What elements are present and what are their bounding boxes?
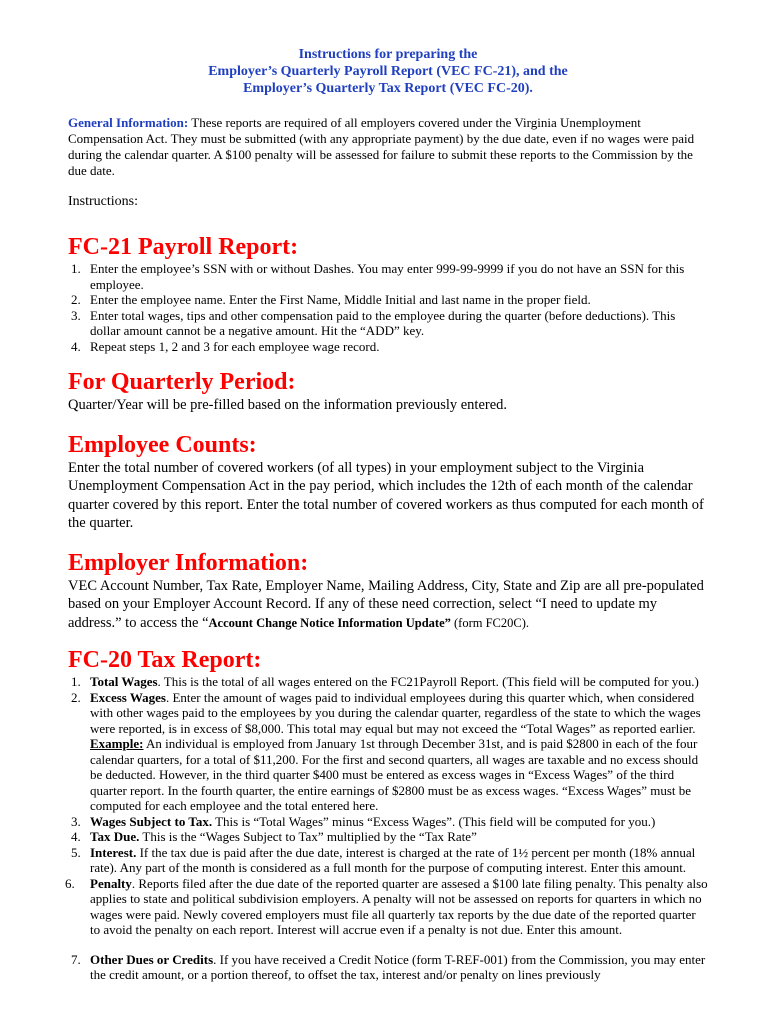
fc21-section xyxy=(68,233,708,354)
step-text: Repeat steps 1, 2 and 3 for each employee wage record. xyxy=(90,338,380,354)
item-number: 7. xyxy=(71,951,81,967)
item-title: Penalty xyxy=(90,875,132,891)
item-spacer xyxy=(68,938,708,952)
quarterly-section xyxy=(68,368,708,415)
document-page xyxy=(65,46,708,983)
account-change-form-reference: Account Change Notice Information Update” xyxy=(208,615,451,630)
employer-information-text xyxy=(68,577,708,633)
item-text-continued: An individual is employed from January 1st through December 31st, and is paid $2800 in each of the four calendar quarters, for a total of $11,200. For the first and second quarters, all wages are taxable and no excess should be deducted. However, in the third quarter $400 must be entered as excess wages in “Excess Wages” of the third quarter report. In the fourth quarter, the entire earnings of $2800 must be as excess wages. “Excess Wages” must be computed for each employee and the total entered here. xyxy=(90,736,699,813)
step-number: 1. xyxy=(71,261,81,276)
fc20-item xyxy=(65,875,708,938)
item-text: . This is the total of all wages entered on the FC21Payroll Report. (This field will be computed for you.) xyxy=(157,674,699,689)
general-information-text: These reports are required of all employers covered under the Virginia Unemployment Compensation Act. They must be submitted (with any appropriate payment) by the due date, even if no wages were paid during the calendar quarter. A $100 penalty will be assessed for failure to submit these reports to the Commission by the due date. xyxy=(68,115,695,178)
item-text: . Reports filed after the due date of the reported quarter are assesed a $100 late filing penalty. This penalty also applies to state and political subdivision employers. A penalty will not be assessed on reports for quarters in which no wages were paid. Newly covered employers must file all quarterly tax reports by the due date of the reported quarter to avoid the penalty on each report. Interest will accrue even if a penalty is not due. Enter this amount. xyxy=(90,875,708,937)
fc21-heading: FC-21 Payroll Report: xyxy=(68,234,299,260)
title-line-3: Employer’s Quarterly Tax Report (VEC FC-20). xyxy=(243,81,533,96)
item-title: Other Dues or Credits xyxy=(90,951,214,967)
fc20-item xyxy=(68,814,708,830)
fc20-heading: FC-20 Tax Report: xyxy=(68,647,262,673)
fc20-item xyxy=(68,845,708,876)
fc21-step xyxy=(68,261,708,292)
item-title: Wages Subject to Tax. xyxy=(90,813,213,829)
quarterly-text: Quarter/Year will be pre-filled based on the information previously entered. xyxy=(68,397,508,413)
title-line-2: Employer’s Quarterly Payroll Report (VEC FC-21), and the xyxy=(208,64,568,79)
step-text: Enter the employee name. Enter the First Name, Middle Initial and last name in the proper field. xyxy=(90,292,591,307)
document-title xyxy=(68,46,708,97)
fc20-section xyxy=(65,646,708,983)
employee-counts-text: Enter the total number of covered workers (of all types) in your employment subject to the Virginia Unemployment Compensation Act in the pay period, which includes the 12th of each month of the calendar quarter covered by this report. Enter the total number of covered workers as thus computed for each month of the quarter. xyxy=(68,459,704,531)
fc21-step xyxy=(68,308,708,339)
employee-counts-heading: Employee Counts: xyxy=(68,431,257,458)
employer-text-a: VEC Account Number, Tax Rate, Employer Name, Mailing Address, City, State and Zip are all pre-populated based on your Employer Account Record. If any of these need correction, select “I need to update my address.” to access the “ xyxy=(68,577,704,631)
step-number: 3. xyxy=(71,307,81,323)
fc20-items xyxy=(65,674,708,983)
fc20-item xyxy=(68,690,708,814)
general-information-label: General Information: xyxy=(68,115,189,130)
fc20-item xyxy=(68,674,708,690)
employer-information-heading: Employer Information: xyxy=(68,549,309,576)
step-text: Enter the employee’s SSN with or without Dashes. You may enter 999-99-9999 if you do not have an SSN for this employee. xyxy=(90,261,685,292)
item-title: Total Wages xyxy=(90,674,158,689)
item-number: 3. xyxy=(71,813,81,829)
general-information xyxy=(68,115,708,179)
item-text: This is “Total Wages” minus “Excess Wages”. (This field will be computed for you.) xyxy=(212,813,656,829)
item-number: 6. xyxy=(65,875,75,891)
step-number: 2. xyxy=(71,292,81,307)
item-number: 1. xyxy=(71,674,81,689)
item-text: This is the “Wages Subject to Tax” multiplied by the “Tax Rate” xyxy=(139,829,477,844)
item-text: If the tax due is paid after the due date, interest is charged at the rate of 1½ percent per month (18% annual rate). Any part of the month is considered as a full month for the purpose of computing interest. Enter this amount. xyxy=(90,844,696,875)
item-title: Interest. xyxy=(90,844,137,860)
quarterly-heading: For Quarterly Period: xyxy=(68,369,296,395)
item-number: 2. xyxy=(71,689,81,705)
item-text: . Enter the amount of wages paid to individual employees during this quarter which, when considered with other wages paid to the employees by you during the calendar quarter, regardless of the state to which the wages were reported, is in excess of $8,000. This total may equal but may not exceed the “Total Wages” as reported earlier. xyxy=(90,689,701,736)
fc20-item xyxy=(68,829,708,845)
title-line-1: Instructions for preparing the xyxy=(298,47,478,62)
item-number: 5. xyxy=(71,844,81,860)
step-text: Enter total wages, tips and other compensation paid to the employee during the quarter (before deductions). This dollar amount cannot be a negative amount. Hit the “ADD” key. xyxy=(90,307,676,338)
item-title: Tax Due. xyxy=(90,829,140,844)
step-number: 4. xyxy=(71,338,81,354)
item-title: Excess Wages xyxy=(90,689,166,705)
employee-counts-section xyxy=(68,431,708,533)
example-label: Example: xyxy=(90,736,144,751)
fc21-step xyxy=(68,292,708,308)
item-text: . If you have received a Credit Notice (form T-REF-001) from the Commission, you may enter the credit amount, or a portion thereof, to offset the tax, interest and/or penalty on lines previously xyxy=(90,951,706,982)
employer-text-b: (form FC20C). xyxy=(450,615,529,630)
instructions-label: Instructions: xyxy=(68,194,138,209)
item-number: 4. xyxy=(71,829,81,844)
fc20-item xyxy=(68,952,708,983)
employer-information-section xyxy=(68,549,708,633)
fc21-steps xyxy=(68,261,708,354)
fc21-step xyxy=(68,339,708,355)
